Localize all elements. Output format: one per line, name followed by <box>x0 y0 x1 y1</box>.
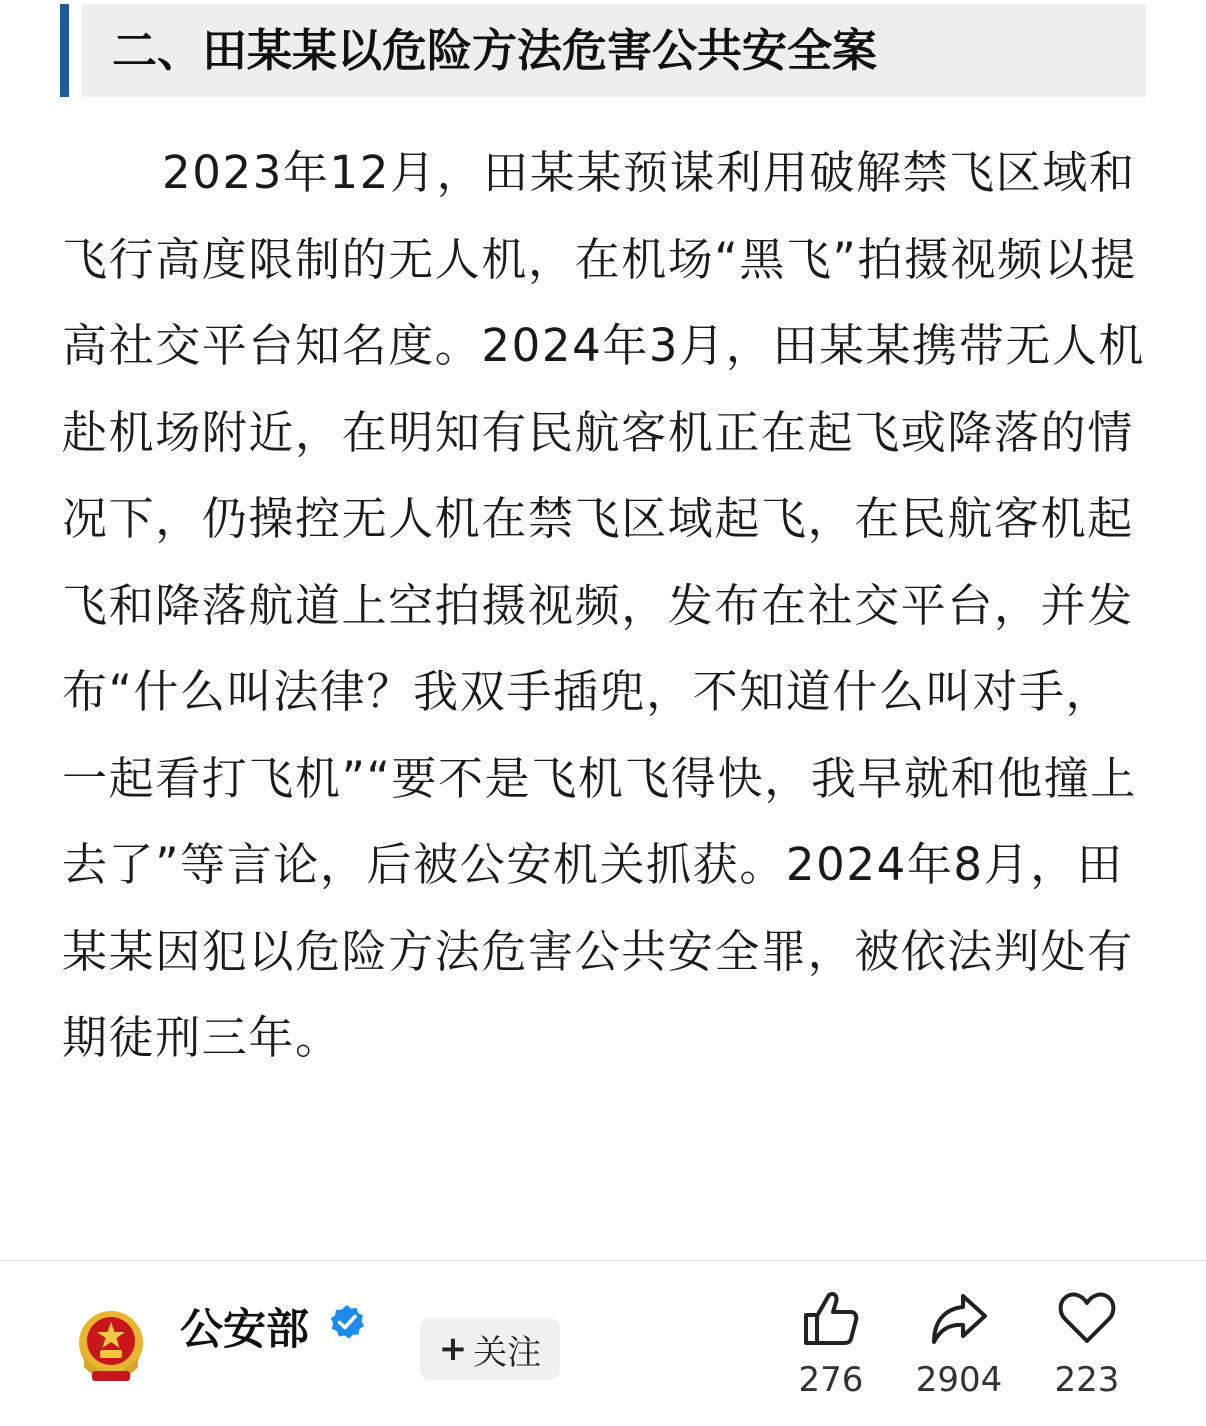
heart-icon <box>1057 1288 1117 1348</box>
thumbs-up-icon <box>801 1288 861 1348</box>
follow-button-label: 关注 <box>473 1332 542 1373</box>
plus-icon: + <box>438 1329 468 1369</box>
share-count: 2904 <box>915 1360 1003 1400</box>
verified-check-icon <box>328 1303 366 1341</box>
police-emblem-icon <box>70 1305 152 1387</box>
section-header-box <box>82 4 1146 97</box>
footer-divider <box>0 1260 1206 1261</box>
favorite-button[interactable] <box>1017 1288 1157 1400</box>
share-button[interactable] <box>889 1288 1029 1400</box>
follow-button[interactable] <box>420 1318 560 1380</box>
share-arrow-icon <box>929 1288 989 1348</box>
author-avatar[interactable] <box>70 1305 152 1387</box>
author-name[interactable]: 公安部 <box>180 1305 309 1355</box>
section-header <box>60 4 1146 97</box>
like-button[interactable] <box>761 1288 901 1400</box>
article-paragraph: 2023年12月，田某某预谋利用破解禁飞区域和飞行高度限制的无人机，在机场“黑飞”拍摄视频以提高社交平台知名度。2024年3月，田某某携带无人机赴机场附近，在明知有民航客机正在起飞或降落的情况下，仍操控无人机在禁飞区域起飞，在民航客机起飞和降落航道上空拍摄视频，发布在社交平台，并发布“什么叫法律？我双手插兜，不知道什么叫对手，一起看打飞机”“要不是飞机飞得快，我早就和他撞上去了”等言论，后被公安机关抓获。2024年8月，田某某因犯以危险方法危害公共安全罪，被依法判处有期徒刑三年。 <box>62 146 1146 1064</box>
section-header-accent-bar <box>60 4 69 97</box>
like-count: 276 <box>798 1360 864 1400</box>
section-title: 二、田某某以危险方法危害公共安全案 <box>112 24 878 77</box>
favorite-count: 223 <box>1054 1360 1120 1400</box>
